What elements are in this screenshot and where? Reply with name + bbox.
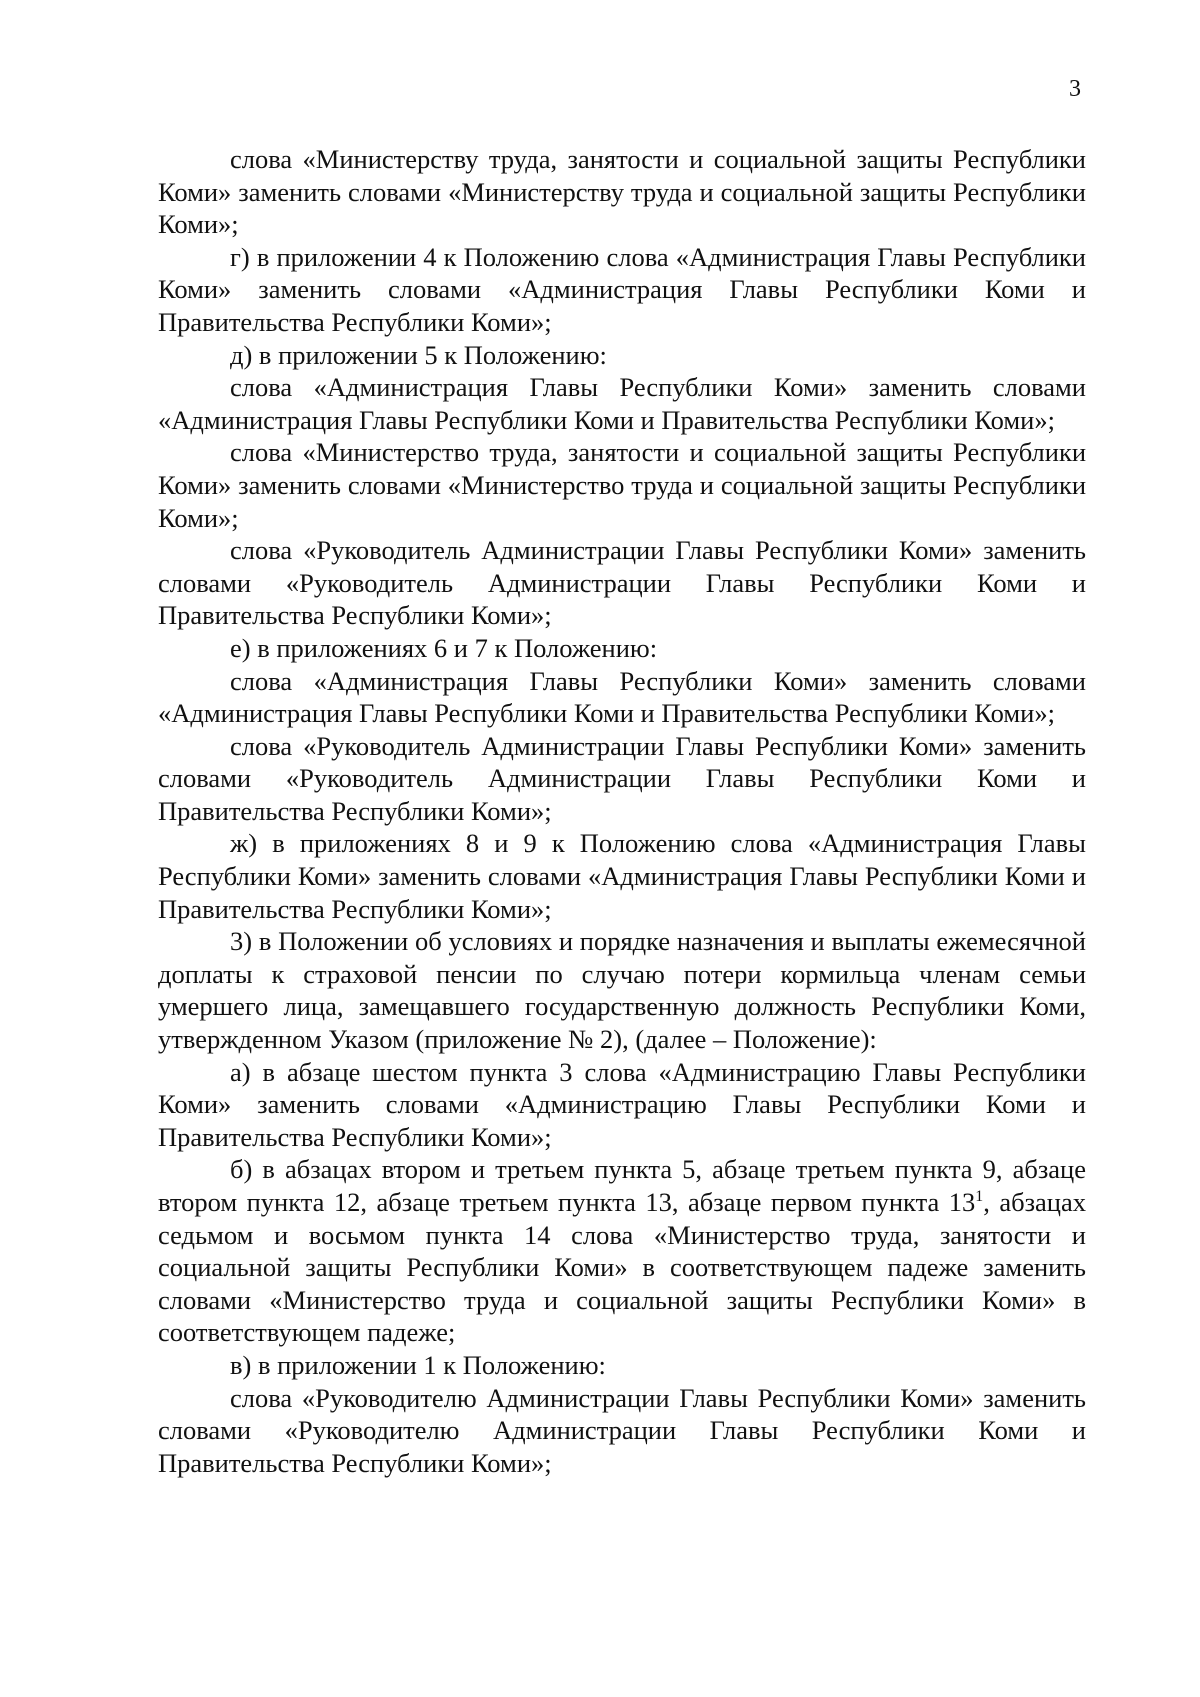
paragraph-item-zh: ж) в приложениях 8 и 9 к Положению слова «Администрация Главы Республики Коми» заменить словами «Администрация Главы Республики Коми и Правительства Республики Коми»; — [158, 828, 1086, 924]
paragraph-item-e: е) в приложениях 6 и 7 к Положению: — [230, 632, 658, 663]
paragraph-item-d: д) в приложении 5 к Положению: — [230, 339, 607, 370]
superscript-index: 1 — [975, 1188, 984, 1206]
paragraph: слова «Министерству труда, занятости и социальной защиты Республики Коми» заменить словами «Министерству труда и социальной защиты Республики Коми»; — [158, 144, 1086, 240]
paragraph-item-b-after: , абзацах седьмом и восьмом пункта 14 слова «Министерство труда, занятости и социальной защиты Республики Коми» в соответствующем падеже заменить словами «Министерство труда и социальной защиты Республики Коми» в соответствующем падеже; — [158, 1187, 1086, 1348]
paragraph-item-a: а) в абзаце шестом пункта 3 слова «Администрацию Главы Республики Коми» заменить словами «Администрацию Главы Республики Коми и Правительства Республики Коми»; — [158, 1056, 1086, 1152]
paragraph-item-g: г) в приложении 4 к Положению слова «Администрация Главы Республики Коми» заменить словами «Администрация Главы Республики Коми и Правительства Республики Коми»; — [158, 241, 1086, 337]
paragraph: слова «Министерство труда, занятости и социальной защиты Республики Коми» заменить словами «Министерство труда и социальной защиты Республики Коми»; — [158, 437, 1086, 533]
paragraph-item-v: в) в приложении 1 к Положению: — [230, 1349, 606, 1380]
paragraph-item-b-before: б) в абзацах втором и третьем пункта 5, абзаце третьем пункта 9, абзаце втором пункта 12, абзаце третьем пункта 13, абзаце первом пункта 13 — [158, 1154, 1086, 1217]
paragraph: слова «Руководителю Администрации Главы Республики Коми» заменить словами «Руководителю Администрации Главы Республики Коми и Правительства Республики Коми»; — [158, 1382, 1086, 1478]
paragraph: слова «Администрация Главы Республики Коми» заменить словами «Администрация Главы Республики Коми и Правительства Республики Коми»; — [158, 372, 1086, 435]
paragraph: слова «Администрация Главы Республики Коми» заменить словами «Администрация Главы Республики Коми и Правительства Республики Коми»; — [158, 665, 1086, 729]
paragraph-item-3: 3) в Положении об условиях и порядке назначения и выплаты ежемесячной доплаты к страховой пенсии по случаю потери кормильца членам семьи умершего лица, замещавшего государственную должность Республики Коми, утвержденном Указом (приложение № 2), (далее – Положение): — [158, 926, 1086, 1055]
paragraph: слова «Руководитель Администрации Главы Республики Коми» заменить словами «Руководитель Администрации Главы Республики Коми и Правительства Республики Коми»; — [158, 535, 1086, 631]
page-number: 3 — [1069, 76, 1081, 102]
paragraph: слова «Руководитель Администрации Главы Республики Коми» заменить словами «Руководитель Администрации Главы Республики Коми и Правительства Республики Коми»; — [158, 730, 1086, 826]
paragraph-item-b — [158, 1153, 1086, 1349]
document-body — [158, 143, 1086, 1479]
